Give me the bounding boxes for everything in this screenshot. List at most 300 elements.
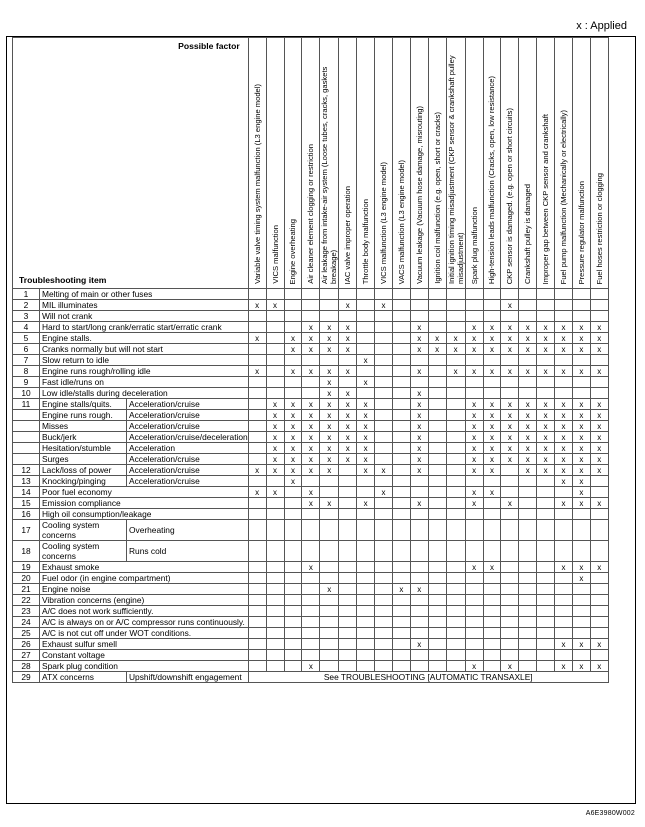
applied-mark: x (465, 454, 483, 465)
applied-mark (392, 541, 410, 562)
applied-mark (339, 562, 357, 573)
factor-header (537, 38, 555, 289)
applied-mark (465, 628, 483, 639)
table-row (13, 628, 609, 639)
applied-mark (302, 311, 320, 322)
applied-mark: x (555, 322, 573, 333)
row-item: High oil consumption/leakage (40, 509, 249, 520)
applied-mark (357, 300, 375, 311)
applied-mark: x (519, 399, 537, 410)
applied-mark: x (357, 421, 375, 432)
applied-mark (410, 562, 428, 573)
applied-mark (572, 520, 590, 541)
applied-mark (248, 311, 266, 322)
applied-mark (284, 595, 302, 606)
applied-mark: x (501, 410, 519, 421)
row-number: 29 (13, 672, 40, 683)
factor-label: Spark plug malfunction (469, 206, 479, 284)
applied-mark (375, 584, 393, 595)
applied-mark: x (320, 410, 339, 421)
applied-mark (501, 509, 519, 520)
table-row (13, 562, 609, 573)
applied-mark: x (410, 639, 428, 650)
applied-mark (392, 454, 410, 465)
factor-header (501, 38, 519, 289)
applied-mark (248, 476, 266, 487)
applied-mark (248, 650, 266, 661)
applied-mark: x (357, 377, 375, 388)
applied-mark (320, 520, 339, 541)
applied-mark: x (302, 344, 320, 355)
table-row (13, 606, 609, 617)
applied-mark: x (572, 421, 590, 432)
applied-mark (284, 661, 302, 672)
table-row (13, 573, 609, 584)
applied-mark (537, 487, 555, 498)
table-row (13, 498, 609, 509)
applied-mark (284, 573, 302, 584)
applied-mark (375, 661, 393, 672)
applied-mark: x (590, 366, 608, 377)
row-item: A/C is always on or A/C compressor runs continuously. (40, 617, 249, 628)
applied-mark: x (537, 443, 555, 454)
applied-mark (590, 476, 608, 487)
applied-mark (320, 595, 339, 606)
applied-mark (266, 520, 284, 541)
applied-mark (392, 661, 410, 672)
applied-mark (446, 377, 465, 388)
applied-mark (266, 388, 284, 399)
applied-mark: x (555, 333, 573, 344)
applied-mark (465, 617, 483, 628)
applied-mark (357, 541, 375, 562)
applied-mark (555, 355, 573, 366)
applied-mark: x (284, 366, 302, 377)
factor-label: Fuel pump malfunction (Mechanically or electrically) (559, 109, 569, 284)
applied-mark (410, 606, 428, 617)
row-condition: Acceleration/cruise (127, 476, 249, 487)
applied-mark: x (555, 465, 573, 476)
applied-mark (428, 584, 446, 595)
row-number (13, 432, 40, 443)
applied-mark (339, 650, 357, 661)
applied-mark: x (302, 454, 320, 465)
applied-mark: x (320, 333, 339, 344)
applied-mark (357, 344, 375, 355)
applied-mark (483, 377, 501, 388)
applied-mark (302, 639, 320, 650)
row-number: 2 (13, 300, 40, 311)
applied-mark: x (410, 333, 428, 344)
applied-mark (375, 639, 393, 650)
row-item: Cooling system concerns (40, 520, 127, 541)
applied-mark (483, 661, 501, 672)
row-item: Will not crank (40, 311, 249, 322)
applied-mark (302, 628, 320, 639)
applied-mark (572, 377, 590, 388)
applied-mark (375, 606, 393, 617)
applied-mark (428, 399, 446, 410)
applied-mark (446, 617, 465, 628)
applied-mark (519, 289, 537, 300)
applied-mark (339, 628, 357, 639)
applied-mark: x (483, 333, 501, 344)
applied-mark (465, 541, 483, 562)
table-row (13, 454, 609, 465)
applied-mark (519, 595, 537, 606)
applied-mark: x (266, 465, 284, 476)
applied-mark (320, 661, 339, 672)
applied-mark (339, 487, 357, 498)
applied-mark (446, 650, 465, 661)
applied-mark (555, 650, 573, 661)
applied-mark: x (483, 421, 501, 432)
applied-mark (465, 355, 483, 366)
row-number: 1 (13, 289, 40, 300)
applied-mark: x (248, 366, 266, 377)
applied-mark (465, 650, 483, 661)
factor-label: Engine overheating (288, 218, 298, 284)
applied-mark (248, 410, 266, 421)
applied-mark: x (266, 399, 284, 410)
applied-mark (446, 628, 465, 639)
applied-mark (483, 388, 501, 399)
applied-mark (248, 355, 266, 366)
applied-mark (375, 595, 393, 606)
applied-mark (428, 355, 446, 366)
applied-mark: x (483, 443, 501, 454)
applied-mark (465, 289, 483, 300)
factor-header (302, 38, 320, 289)
applied-mark: x (572, 366, 590, 377)
applied-mark: x (284, 476, 302, 487)
row-item: Cooling system concerns (40, 541, 127, 562)
applied-mark (501, 541, 519, 562)
applied-mark (410, 595, 428, 606)
row-item: Emission compliance (40, 498, 249, 509)
applied-mark (357, 584, 375, 595)
applied-mark: x (572, 639, 590, 650)
applied-mark (555, 377, 573, 388)
applied-mark: x (248, 487, 266, 498)
applied-mark (410, 628, 428, 639)
factor-label: Fuel hoses restriction or clogging (594, 172, 604, 284)
applied-mark (428, 650, 446, 661)
applied-mark (248, 562, 266, 573)
applied-mark: x (590, 454, 608, 465)
applied-mark (446, 410, 465, 421)
applied-mark (375, 311, 393, 322)
table-row (13, 289, 609, 300)
factor-label: VICS malfunction (L3 engine model) (379, 162, 388, 284)
applied-mark: x (555, 366, 573, 377)
applied-mark (284, 377, 302, 388)
applied-mark (392, 300, 410, 311)
applied-mark (320, 541, 339, 562)
applied-mark (446, 476, 465, 487)
applied-mark (357, 311, 375, 322)
applied-mark (375, 333, 393, 344)
applied-mark: x (320, 399, 339, 410)
applied-mark (501, 639, 519, 650)
applied-mark (590, 509, 608, 520)
row-item: Low idle/stalls during deceleration (40, 388, 249, 399)
applied-mark (590, 573, 608, 584)
factor-label: Initial ignition timing misadjustment (CKP sensor & crankshaft pulley misadjustment) (446, 55, 465, 284)
factor-label: High-tension leads malfunction (Cracks, open, low resistance) (487, 75, 497, 284)
applied-mark: x (572, 443, 590, 454)
applied-mark (248, 377, 266, 388)
applied-mark (483, 311, 501, 322)
applied-mark (410, 476, 428, 487)
applied-mark: x (572, 476, 590, 487)
applied-mark: x (266, 432, 284, 443)
applied-mark (392, 520, 410, 541)
applied-mark (266, 289, 284, 300)
applied-mark: x (501, 498, 519, 509)
applied-mark: x (302, 410, 320, 421)
applied-mark: x (410, 388, 428, 399)
applied-mark (446, 498, 465, 509)
row-item: Engine stalls/quits. (40, 399, 127, 410)
applied-mark (410, 300, 428, 311)
applied-mark (248, 541, 266, 562)
applied-mark (446, 465, 465, 476)
applied-mark (501, 573, 519, 584)
applied-mark (465, 584, 483, 595)
applied-mark: x (537, 399, 555, 410)
applied-mark (392, 377, 410, 388)
row-item: Engine noise (40, 584, 249, 595)
applied-mark (248, 606, 266, 617)
applied-mark: x (465, 399, 483, 410)
applied-mark (590, 388, 608, 399)
applied-mark: x (465, 344, 483, 355)
applied-mark (284, 487, 302, 498)
applied-mark (555, 300, 573, 311)
applied-mark (284, 509, 302, 520)
factor-header (266, 38, 284, 289)
applied-mark (519, 650, 537, 661)
row-item: Surges (40, 454, 127, 465)
applied-mark (590, 617, 608, 628)
applied-mark: x (483, 344, 501, 355)
applied-mark: x (590, 639, 608, 650)
applied-mark (284, 355, 302, 366)
applied-mark (537, 377, 555, 388)
applied-mark: x (357, 443, 375, 454)
applied-mark (483, 289, 501, 300)
applied-mark: x (590, 443, 608, 454)
applied-mark (410, 311, 428, 322)
applied-mark: x (410, 399, 428, 410)
applied-mark (248, 443, 266, 454)
row-item: Misses (40, 421, 127, 432)
applied-mark (446, 661, 465, 672)
applied-mark (572, 650, 590, 661)
applied-mark (375, 410, 393, 421)
applied-mark (284, 311, 302, 322)
applied-mark: x (266, 421, 284, 432)
applied-mark: x (572, 661, 590, 672)
applied-mark (537, 388, 555, 399)
applied-mark: x (519, 333, 537, 344)
applied-mark (428, 421, 446, 432)
applied-mark (410, 661, 428, 672)
applied-mark (428, 410, 446, 421)
applied-mark (446, 487, 465, 498)
applied-mark (320, 355, 339, 366)
applied-mark (519, 498, 537, 509)
applied-mark (392, 639, 410, 650)
applied-mark (446, 300, 465, 311)
applied-mark (248, 520, 266, 541)
applied-mark (501, 476, 519, 487)
applied-mark: x (357, 432, 375, 443)
applied-mark: x (410, 498, 428, 509)
applied-mark (392, 498, 410, 509)
applied-mark: x (572, 344, 590, 355)
applied-mark: x (339, 333, 357, 344)
applied-mark (357, 322, 375, 333)
applied-mark (357, 639, 375, 650)
applied-mark (248, 421, 266, 432)
applied-mark (501, 520, 519, 541)
applied-mark (590, 650, 608, 661)
applied-mark (284, 628, 302, 639)
applied-mark (357, 476, 375, 487)
applied-mark (339, 476, 357, 487)
applied-mark (266, 509, 284, 520)
table-row (13, 661, 609, 672)
table-row (13, 355, 609, 366)
applied-mark (339, 509, 357, 520)
applied-mark: x (320, 584, 339, 595)
applied-mark (320, 628, 339, 639)
applied-mark (266, 322, 284, 333)
applied-mark (428, 311, 446, 322)
troubleshooting-item-label: Troubleshooting item (19, 275, 107, 285)
applied-mark: x (555, 639, 573, 650)
applied-mark (248, 639, 266, 650)
applied-mark: x (284, 333, 302, 344)
applied-mark: x (519, 465, 537, 476)
applied-mark: x (302, 421, 320, 432)
applied-mark: x (339, 344, 357, 355)
applied-mark (519, 606, 537, 617)
applied-mark: x (465, 410, 483, 421)
applied-mark (590, 377, 608, 388)
applied-mark (266, 541, 284, 562)
applied-mark: x (555, 498, 573, 509)
row-note: See TROUBLESHOOTING [AUTOMATIC TRANSAXLE] (248, 672, 608, 683)
applied-mark (537, 650, 555, 661)
row-number: 4 (13, 322, 40, 333)
applied-mark (446, 541, 465, 562)
applied-mark: x (590, 322, 608, 333)
row-number: 19 (13, 562, 40, 573)
applied-mark: x (537, 421, 555, 432)
applied-mark (446, 443, 465, 454)
applied-mark (248, 388, 266, 399)
applied-mark (572, 595, 590, 606)
applied-mark (248, 399, 266, 410)
row-number: 12 (13, 465, 40, 476)
applied-mark (446, 584, 465, 595)
applied-mark (339, 520, 357, 541)
applied-mark: x (555, 562, 573, 573)
applied-mark (302, 509, 320, 520)
row-number (13, 421, 40, 432)
row-number: 21 (13, 584, 40, 595)
applied-mark (537, 311, 555, 322)
applied-mark (590, 595, 608, 606)
applied-mark (375, 562, 393, 573)
factor-label: VICS malfunction (270, 225, 280, 284)
applied-mark (375, 399, 393, 410)
table-row (13, 476, 609, 487)
applied-mark (410, 650, 428, 661)
applied-mark: x (465, 333, 483, 344)
factor-header (428, 38, 446, 289)
applied-mark: x (572, 399, 590, 410)
applied-mark: x (248, 300, 266, 311)
applied-mark (501, 606, 519, 617)
applied-mark: x (519, 454, 537, 465)
applied-mark (428, 541, 446, 562)
applied-mark: x (555, 421, 573, 432)
applied-mark: x (519, 410, 537, 421)
applied-mark: x (555, 661, 573, 672)
applied-mark (357, 606, 375, 617)
applied-mark (284, 541, 302, 562)
applied-mark (339, 595, 357, 606)
row-number: 28 (13, 661, 40, 672)
applied-mark: x (320, 344, 339, 355)
applied-mark (375, 355, 393, 366)
applied-mark (339, 311, 357, 322)
applied-mark: x (555, 443, 573, 454)
applied-mark (537, 509, 555, 520)
applied-mark (519, 300, 537, 311)
applied-mark (519, 388, 537, 399)
applied-mark (428, 443, 446, 454)
applied-mark: x (590, 661, 608, 672)
applied-mark: x (357, 355, 375, 366)
table-row (13, 366, 609, 377)
applied-mark (320, 650, 339, 661)
applied-mark (248, 661, 266, 672)
applied-mark: x (590, 562, 608, 573)
table-row (13, 421, 609, 432)
applied-mark: x (339, 443, 357, 454)
applied-mark (537, 584, 555, 595)
applied-mark: x (465, 421, 483, 432)
applied-mark (572, 311, 590, 322)
applied-mark (501, 595, 519, 606)
row-item: Slow return to idle (40, 355, 249, 366)
applied-mark: x (501, 432, 519, 443)
applied-mark (248, 289, 266, 300)
applied-mark: x (357, 454, 375, 465)
applied-mark (537, 498, 555, 509)
applied-mark (590, 355, 608, 366)
row-number: 27 (13, 650, 40, 661)
applied-mark (483, 617, 501, 628)
applied-mark (555, 595, 573, 606)
factor-label: Air leakage from intake-air system (Loose tubes, cracks, gaskets breakage) (320, 66, 339, 284)
applied-mark (302, 520, 320, 541)
